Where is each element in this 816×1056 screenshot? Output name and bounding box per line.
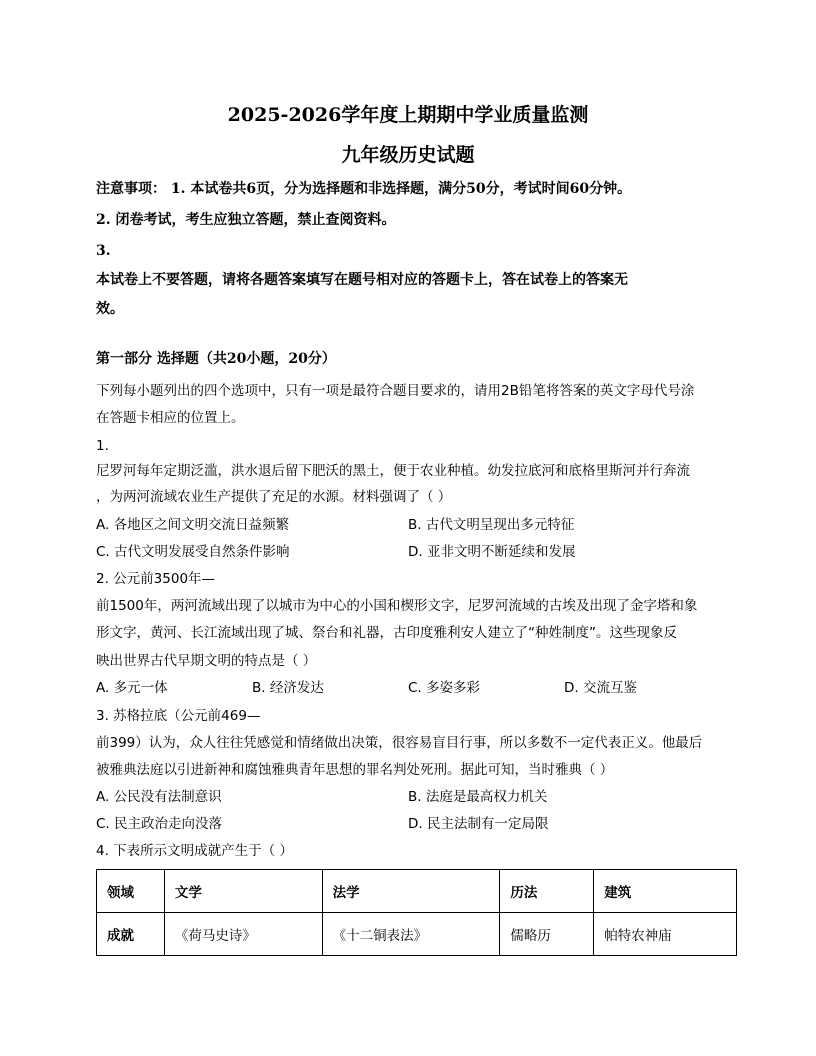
- q3-option-a: A. 公民没有法制意识: [96, 789, 222, 805]
- q2-option-d: D. 交流互鉴: [564, 680, 637, 696]
- q3-line-3: 被雅典法庭以引进新神和腐蚀雅典青年思想的罪名判处死刑。据此可知，当时雅典（ ）: [96, 762, 614, 778]
- q2-line-3: 形文字，黄河、长江流域出现了城、祭台和礼器，古印度雅利安人建立了“种姓制度”。这些现象反: [96, 625, 677, 641]
- notice-line-4: 本试卷上不要答题，请将各题答案填写在题号相对应的答题卡上，答在试卷上的答案无: [96, 272, 628, 288]
- q4-achievements-table: [96, 869, 737, 956]
- q1-line-3: ，为两河流域农业生产提供了充足的水源。材料强调了（ ）: [96, 489, 452, 505]
- table-row: [97, 913, 737, 956]
- table-cell: 《十二铜表法》: [322, 913, 500, 956]
- q2-line-1: 2. 公元前3500年—: [96, 571, 216, 587]
- q1-option-c: C. 古代文明发展受自然条件影响: [96, 544, 290, 560]
- table-cell: 帕特农神庙: [594, 913, 737, 956]
- q1-option-d: D. 亚非文明不断延续和发展: [408, 544, 576, 560]
- table-header-cell: 文学: [164, 870, 322, 913]
- q3-line-2: 前399）认为，众人往往凭感觉和情绪做出决策，很容易盲目行事，所以多数不一定代表正义。他最后: [96, 735, 703, 751]
- q2-line-4: 映出世界古代早期文明的特点是（ ）: [96, 653, 317, 669]
- q2-option-c: C. 多姿多彩: [408, 680, 481, 696]
- q4-line-1: 4. 下表所示文明成就产生于（ ）: [96, 843, 293, 859]
- part1-heading: 第一部分 选择题（共20小题，20分）: [96, 351, 336, 367]
- table-cell: 成就: [97, 913, 165, 956]
- q3-line-1: 3. 苏格拉底（公元前469—: [96, 708, 261, 724]
- exam-title: 2025-2026学年度上期期中学业质量监测: [227, 104, 589, 126]
- q1-option-b: B. 古代文明呈现出多元特征: [408, 517, 575, 533]
- q1-line-2: 尼罗河每年定期泛滥，洪水退后留下肥沃的黑土，便于农业种植。幼发拉底河和底格里斯河并行奔流: [96, 463, 690, 479]
- q3-option-b: B. 法庭是最高权力机关: [408, 789, 548, 805]
- notice-line-5: 效。: [96, 301, 124, 317]
- table-cell: 儒略历: [500, 913, 594, 956]
- q2-option-b: B. 经济发达: [252, 680, 324, 696]
- q3-option-d: D. 民主法制有一定局限: [408, 816, 549, 832]
- table-cell: 《荷马史诗》: [164, 913, 322, 956]
- notice-line-3: 3.: [96, 243, 111, 259]
- part1-intro-line-2: 在答题卡相应的位置上。: [96, 410, 245, 426]
- q3-option-c: C. 民主政治走向没落: [96, 816, 223, 832]
- q2-option-a: A. 多元一体: [96, 680, 168, 696]
- table-header-cell: 法学: [322, 870, 500, 913]
- exam-subtitle: 九年级历史试题: [341, 144, 475, 166]
- q2-line-2: 前1500年，两河流域出现了以城市为中心的小国和楔形文字，尼罗河流域的古埃及出现了金字塔和象: [96, 598, 698, 614]
- table-header-cell: 历法: [500, 870, 594, 913]
- notice-line-2: 2. 闭卷考试，考生应独立答题，禁止查阅资料。: [96, 212, 396, 228]
- notice-line-1: 注意事项： 1. 本试卷共6页，分为选择题和非选择题，满分50分，考试时间60分钟。: [96, 181, 632, 197]
- q1-option-a: A. 各地区之间文明交流日益频繁: [96, 517, 290, 533]
- table-header-cell: 建筑: [594, 870, 737, 913]
- q1-line-1: 1.: [96, 438, 109, 454]
- table-header-cell: 领域: [97, 870, 165, 913]
- table-header-row: [97, 870, 737, 913]
- part1-intro-line-1: 下列每小题列出的四个选项中，只有一项是最符合题目要求的，请用2B铅笔将答案的英文字母代号涂: [96, 383, 695, 399]
